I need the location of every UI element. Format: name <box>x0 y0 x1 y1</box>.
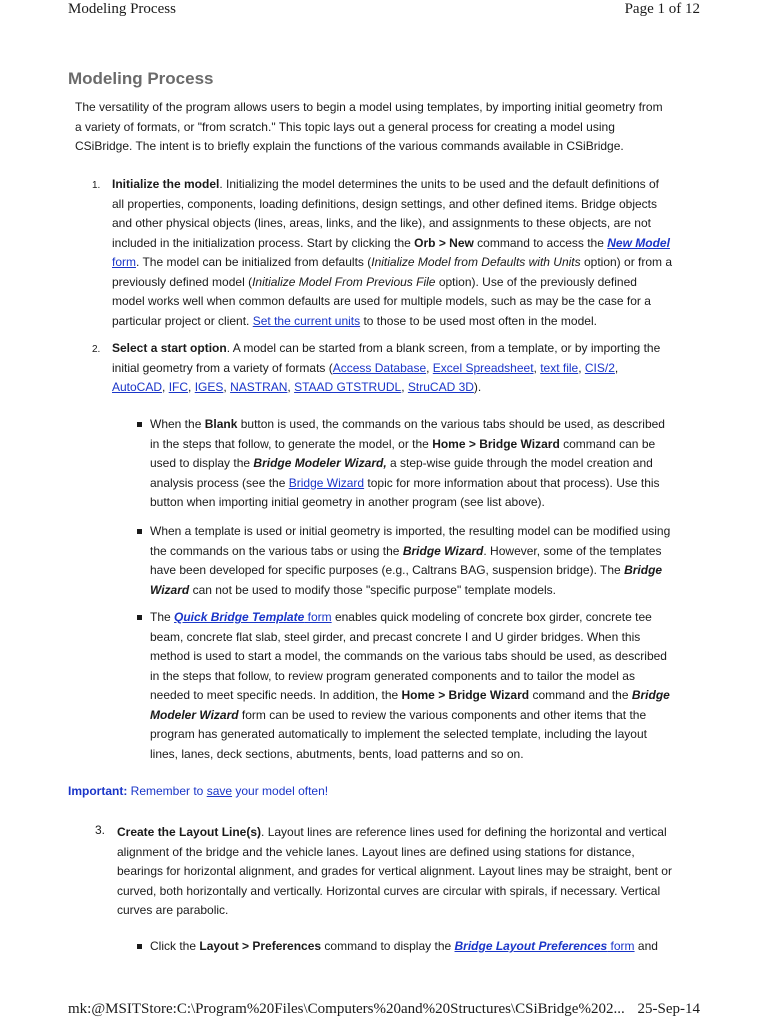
step-number: 2. <box>92 344 101 355</box>
bullet-text: enables quick modeling of concrete box girder, concrete tee <box>331 610 652 624</box>
step-text: previously defined model ( <box>112 274 253 289</box>
step-text: alignment of the bridge and the vehicle lanes. Layout lines are defined using stations for distance, <box>117 844 635 859</box>
header-title: Modeling Process <box>68 1 176 17</box>
wizard-name: Bridge Wizard <box>402 543 484 558</box>
step-text: curves are parabolic. <box>117 903 229 917</box>
step-text: option) or from a <box>580 255 673 269</box>
step-heading: Select a start option <box>112 341 227 355</box>
header-page-number: Page 1 of 12 <box>624 1 700 17</box>
bullet-text: in the steps that follow, to generate the model, or the <box>150 436 433 451</box>
bullet-text: When the <box>150 417 205 431</box>
step-text: particular project or client. <box>112 313 253 328</box>
bullet-icon <box>137 529 142 534</box>
bullet-text: and <box>634 939 658 953</box>
nastran-link[interactable]: NASTRAN <box>230 380 288 394</box>
bullet-text: needed to meet specific needs. In addition, the <box>150 688 402 702</box>
step-text: to those to be used most often in the model. <box>360 313 597 328</box>
page-footer <box>0 1001 768 1023</box>
bullet-layout-preferences <box>150 937 658 957</box>
footer-url: mk:@MSITStore:C:\Program%20Files\Computers%20and%20Structures\CSiBridge%202... <box>68 1001 625 1017</box>
bullet-text: used to display the <box>150 456 254 470</box>
button-name: Blank <box>204 417 238 431</box>
bridge-layout-preferences-form-link[interactable]: form <box>607 939 635 953</box>
step-text: . Layout lines are reference lines used for defining the horizontal and vertical <box>261 825 667 839</box>
bullet-text: command and the <box>529 688 632 702</box>
bullet-text: command can be <box>559 436 656 451</box>
bullet-text: lines, lanes, deck sections, abutments, bents, load patterns and so on. <box>150 746 524 761</box>
bullet-text: analysis process (see the <box>150 475 289 490</box>
step-number: 3. <box>95 823 106 837</box>
bullet-quick-template <box>150 608 670 764</box>
bullet-text: command to display the <box>321 939 455 953</box>
bullet-text: can not be used to modify those "specific purpose" template models. <box>189 582 556 597</box>
step-text: . The model can be initialized from defaults ( <box>136 255 372 269</box>
bullet-icon <box>137 944 142 949</box>
footer-date: 25-Sep-14 <box>637 1001 700 1017</box>
save-link[interactable]: save <box>206 784 233 798</box>
step-text: bearings for horizontal alignment, and grades for vertical alignment. Layout lines may be straight, bent or <box>117 864 672 878</box>
wizard-name: Bridge <box>631 688 670 702</box>
page-title: Modeling Process <box>68 69 214 88</box>
step-text: . Initializing the model determines the units to be used and the default definitions of <box>219 177 659 191</box>
bullet-text: form can be used to review the various components and other items that the <box>238 707 647 722</box>
excel-spreadsheet-link[interactable]: Excel Spreadsheet <box>432 360 534 375</box>
bullet-text: topic for more information about that process). Use this <box>364 475 660 490</box>
bullet-text: program has generated automatically to implement the selected template, including the layout <box>150 727 647 741</box>
command-name: Layout > Preferences <box>199 939 322 953</box>
autocad-link[interactable]: AutoCAD <box>112 380 163 394</box>
bridge-wizard-link[interactable]: Bridge Wizard <box>288 475 365 490</box>
option-name: Initialize Model From Previous File <box>252 274 436 289</box>
step-text: included in the initialization process. Start by clicking the <box>112 235 415 250</box>
bullet-icon <box>137 615 142 620</box>
bullet-text: the commands on the various tabs or using the <box>150 543 403 558</box>
step-text: command to access the <box>473 235 608 250</box>
step-text: and other physical objects (lines, areas, links, and the like), and assignments to these objects, are not <box>112 216 651 230</box>
cis2-link[interactable]: CIS/2 <box>584 360 615 375</box>
bullet-icon <box>137 422 142 427</box>
bullet-blank-option <box>150 415 665 513</box>
staad-gtstrudl-link[interactable]: STAAD GTSTRUDL <box>294 380 402 394</box>
bullet-text: beam, concrete flat slab, steel girder, and precast concrete I and U girder bridges. When this <box>150 629 641 644</box>
quick-bridge-template-link[interactable]: Quick Bridge Template <box>174 610 305 624</box>
important-text: Remember to <box>127 784 207 798</box>
wizard-name: Wizard <box>150 582 190 597</box>
step-number: 1. <box>92 180 101 191</box>
bullet-text: button when importing initial geometry in another program (see list above). <box>150 495 545 509</box>
ifc-link[interactable]: IFC <box>168 380 189 394</box>
step-heading: Create the Layout Line(s) <box>117 825 262 839</box>
step-initialize-model <box>112 175 672 331</box>
intro-paragraph <box>75 98 663 157</box>
intro-line: CSiBridge. The intent is to briefly explain the functions of the various commands available in CSiBridge. <box>75 139 624 153</box>
set-current-units-link[interactable]: Set the current units <box>252 313 361 328</box>
step-text: all properties, components, loading definitions, design settings, and other defined items. Bridge objects <box>112 196 657 211</box>
text-file-link[interactable]: text file <box>540 360 579 375</box>
bullet-text: Click the <box>150 939 200 953</box>
command-name: Home > Bridge Wizard <box>432 436 560 451</box>
bullet-text: The <box>150 610 175 624</box>
bullet-template-option <box>150 522 670 600</box>
step-create-layout-lines <box>117 823 672 921</box>
page-header <box>0 0 768 22</box>
step-text: model works well when common defaults are used for multiple models, such as may be the case for a <box>112 294 651 308</box>
step-text: curved, both horizontally and vertically. Horizontal curves are circular with spirals, if necessary. Vertical <box>117 883 661 898</box>
bullet-text: When a template is used or initial geometry is imported, the resulting model can be modified using <box>150 524 671 538</box>
bullet-text: have been developed for specific purposes (e.g., Caltrans BAG, suspension bridge). The <box>150 563 625 577</box>
bullet-text: method is used to start a model, the commands on the various tabs should be used, as described <box>150 649 667 663</box>
important-label: Important: <box>68 784 128 798</box>
important-text: your model often! <box>232 784 329 798</box>
option-name: Initialize Model from Defaults with Units <box>371 255 581 269</box>
bullet-text: a step-wise guide through the model creation and <box>386 456 653 470</box>
step-text: ). <box>473 380 482 394</box>
step-text: . A model can be started from a blank screen, from a template, or by importing the <box>226 341 661 355</box>
strucad-3d-link[interactable]: StruCAD 3D <box>407 380 474 394</box>
bullet-text: button is used, the commands on the various tabs should be used, as described <box>237 417 665 431</box>
command-name: Orb > New <box>414 235 474 250</box>
bullet-text: in the steps that follow, to review program generated components and to tailor the model as <box>150 668 635 683</box>
step-text: option). Use of the previously defined <box>435 274 637 289</box>
bullet-text: . However, some of the templates <box>483 543 662 558</box>
wizard-name: Bridge Modeler Wizard, <box>253 456 387 470</box>
important-note <box>68 782 328 802</box>
new-model-form-link[interactable]: form <box>112 255 136 269</box>
intro-line: The versatility of the program allows users to begin a model using templates, by importing initial geometry from <box>75 100 663 114</box>
step-heading: Initialize the model <box>112 177 220 191</box>
quick-bridge-template-form-link[interactable]: form <box>304 610 332 624</box>
new-model-link[interactable]: New Model <box>607 235 670 250</box>
intro-line: a variety of formats, or "from scratch." This topic lays out a general process for creating a model using <box>75 119 615 134</box>
step-select-start-option: Select a start option. A model can be started from a blank screen, from a template, or by importing the initial geometry from a variety of formats (Access Database, Excel Spreadsheet, text file, CIS/2, AutoCAD, IFC, IGES, NASTRAN, STAAD GTSTRUDL, StruCAD 3D). <box>112 341 661 394</box>
iges-link[interactable]: IGES <box>194 380 224 394</box>
command-name: Home > Bridge Wizard <box>401 688 530 702</box>
wizard-name: Bridge <box>624 563 663 577</box>
bridge-layout-preferences-link[interactable]: Bridge Layout Preferences <box>454 939 608 953</box>
access-database-link[interactable]: Access Database <box>332 360 427 375</box>
wizard-name: Modeler Wizard <box>150 707 239 722</box>
step-text: initial geometry from a variety of formats ( <box>112 360 333 375</box>
